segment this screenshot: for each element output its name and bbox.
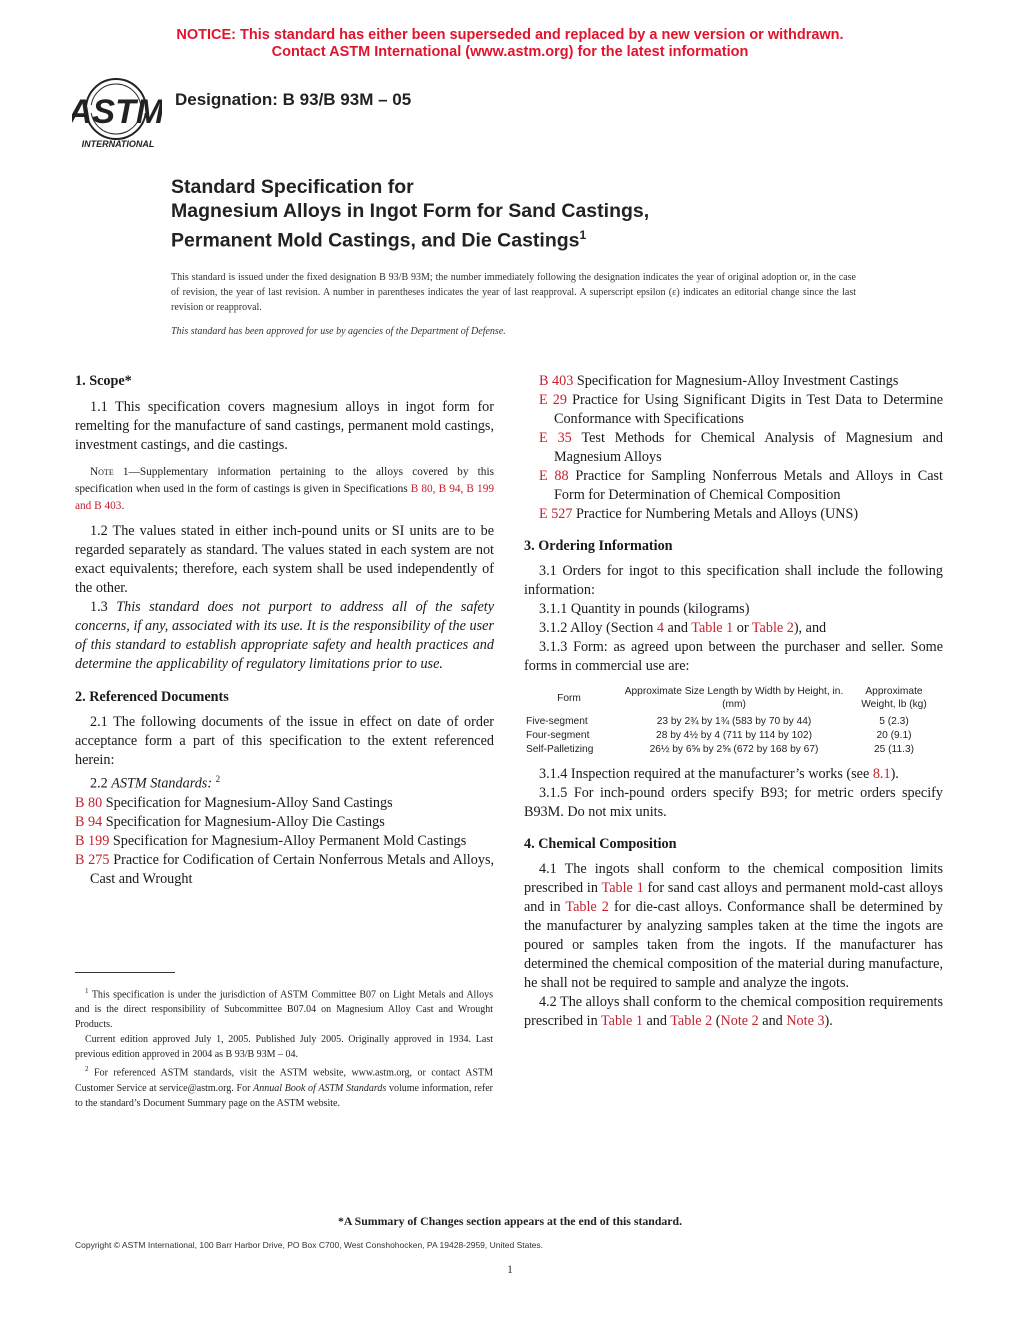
right-column xyxy=(524,372,943,1031)
section-2-heading: 2. Referenced Documents xyxy=(75,689,229,705)
table-row xyxy=(524,715,934,729)
link-table-2[interactable]: Table 2 xyxy=(565,899,609,915)
reference-item: B 80 Specification for Magnesium-Alloy Sand Castings xyxy=(75,794,393,811)
table-cell: 23 by 2¾ by 1¾ (583 by 70 by 44) xyxy=(656,716,812,727)
astm-logo xyxy=(72,75,162,155)
reference-item: E 29 Practice for Using Significant Digits in Test Data to Determine Conformance with Specifications xyxy=(539,392,943,427)
note-1-refs[interactable]: B 80, B 94, B 199 and B 403 xyxy=(75,483,494,512)
reference-code[interactable]: E 35 xyxy=(539,430,572,446)
reference-list-right xyxy=(524,372,943,524)
table-row xyxy=(524,743,934,757)
para-3-1-5: 3.1.5 For inch-pound orders specify B93; for metric orders specify B93M. Do not mix units. xyxy=(524,785,943,820)
reference-code[interactable]: E 88 xyxy=(539,468,569,484)
table-cell: Four-segment xyxy=(526,730,590,741)
notice-line-1: NOTICE: This standard has either been superseded and replaced by a new version or withdrawn. xyxy=(176,27,844,43)
link-table-2[interactable]: Table 2 xyxy=(751,620,794,636)
reference-code[interactable]: B 403 xyxy=(539,373,574,389)
footnote-1: $^1$ This specification is under the jurisdiction of ASTM Committee B07 on Light Metals and Alloys and is the direct responsibility of Subcommittee B07.04 on Magnesium Alloy Cast and Wrought Products. xyxy=(75,987,493,1031)
title-line-2: Magnesium Alloys in Ingot Form for Sand Castings, xyxy=(171,200,650,222)
section-4-heading: 4. Chemical Composition xyxy=(524,836,677,852)
issue-statement: This standard is issued under the fixed designation B 93/B 93M; the number immediately following the designation indicates the year of original adoption or, in the case of revision, the year of last revision. A number in parentheses indicates the year of last reapproval. A superscript epsilon (ε) indicates an editorial change since the last revision or reapproval. xyxy=(171,272,856,313)
designation: Designation: B 93/B 93M – 05 xyxy=(175,90,412,109)
logo-letters: ASTM xyxy=(72,93,162,131)
section-3-heading: 3. Ordering Information xyxy=(524,538,673,554)
reference-item: E 527 Practice for Numbering Metals and Alloys (UNS) xyxy=(539,506,859,522)
para-3-1-3: 3.1.3 Form: as agreed upon between the purchaser and seller. Some forms in commercial use are: xyxy=(524,639,943,674)
table-header: Approximate Weight, lb (kg) xyxy=(861,686,927,710)
reference-item: E 35 Test Methods for Chemical Analysis of Magnesium and Magnesium Alloys xyxy=(539,430,944,465)
link-section-8-1[interactable]: 8.1 xyxy=(872,766,891,782)
summary-of-changes-notice: *A Summary of Changes section appears at the end of this standard. xyxy=(337,1214,683,1228)
title-line-3: Permanent Mold Castings, and Die Castings$^1$ xyxy=(171,228,587,252)
table-cell: Five-segment xyxy=(526,716,588,727)
para-1-1: 1.1 This specification covers magnesium alloys in ingot form for remelting for the manufacture of sand castings, permanent mold castings, investment castings, and die castings. xyxy=(75,399,494,453)
table-header: Approximate Size Length by Width by Height, in. (mm) xyxy=(624,686,844,710)
para-1-2: 1.2 The values stated in either inch-pound units or SI units are to be regarded separately as standard. The values stated in each system are not exact equivalents; therefore, each system shall be used independently of the other. xyxy=(75,523,494,596)
link-note-3[interactable]: Note 3 xyxy=(786,1013,825,1029)
footnote-1-edition: Current edition approved July 1, 2005. Published July 2005. Originally approved in 1934. Last previous edition approved in 2004 as B 93/B 93M – 04. xyxy=(75,1034,493,1061)
document-title xyxy=(171,175,891,253)
table-cell: Self-Palletizing xyxy=(526,744,594,755)
reference-item: B 94 Specification for Magnesium-Alloy Die Castings xyxy=(75,813,385,830)
para-3-1: 3.1 Orders for ingot to this specification shall include the following information: xyxy=(524,563,943,598)
link-table-1[interactable]: Table 1 xyxy=(691,620,734,636)
table-cell: 28 by 4½ by 4 (711 by 114 by 102) xyxy=(656,730,812,741)
table-cell: 20 (9.1) xyxy=(876,730,912,741)
link-table-2[interactable]: Table 2 xyxy=(670,1013,713,1029)
para-3-1-2: 3.1.2 Alloy (Section 4 and Table 1 or Table 2), and xyxy=(539,620,827,636)
link-table-1[interactable]: Table 1 xyxy=(600,1013,643,1029)
left-column xyxy=(75,372,494,889)
para-3-1-4: 3.1.4 Inspection required at the manufacturer’s works (see 8.1). xyxy=(539,766,899,782)
title-footnote-mark: 1 xyxy=(579,228,587,242)
section-1-heading: 1. Scope* xyxy=(75,373,132,389)
table-header: Form xyxy=(557,692,581,704)
link-note-2[interactable]: Note 2 xyxy=(720,1013,759,1029)
table-header-row xyxy=(524,685,934,715)
page-number: 1 xyxy=(507,1262,513,1276)
withdrawal-notice xyxy=(0,27,1020,61)
reference-code[interactable]: B 199 xyxy=(75,832,110,849)
para-2-1: 2.1 The following documents of the issue in effect on date of order acceptance form a part of this specification to the extent referenced herein: xyxy=(75,714,494,768)
reference-list-left xyxy=(75,794,494,889)
reference-code[interactable]: B 275 xyxy=(75,851,110,868)
para-3-1-1: 3.1.1 Quantity in pounds (kilograms) xyxy=(539,601,750,617)
title-line-1: Standard Specification for xyxy=(171,176,414,198)
copyright-line: Copyright © ASTM International, 100 Barr Harbor Drive, PO Box C700, West Conshohocken, PA 19428-2959, United States. xyxy=(75,1240,544,1250)
link-section-4[interactable]: 4 xyxy=(656,620,664,636)
reference-code[interactable]: B 94 xyxy=(75,813,103,830)
ingot-forms-table xyxy=(524,685,934,757)
link-table-1[interactable]: Table 1 xyxy=(601,880,644,896)
reference-item: E 88 Practice for Sampling Nonferrous Metals and Alloys in Cast Form for Determination of Chemical Composition xyxy=(539,468,943,503)
reference-item: B 275 Practice for Codification of Certain Nonferrous Metals and Alloys, Cast and Wrought xyxy=(75,851,495,887)
notice-line-2: Contact ASTM International (www.astm.org) for the latest information xyxy=(271,44,749,60)
reference-code[interactable]: E 527 xyxy=(539,506,573,522)
reference-code[interactable]: B 80 xyxy=(75,794,103,811)
astm-logo-mark xyxy=(72,75,162,155)
logo-caption: INTERNATIONAL xyxy=(81,139,155,149)
table-cell: 5 (2.3) xyxy=(879,716,909,727)
reference-item: B 403 Specification for Magnesium-Alloy Investment Castings xyxy=(539,373,899,389)
reference-code[interactable]: E 29 xyxy=(539,392,567,408)
reference-item: B 199 Specification for Magnesium-Alloy Permanent Mold Castings xyxy=(75,832,467,849)
footnote-divider xyxy=(75,972,175,973)
para-4-1: 4.1 The ingots shall conform to the chemical composition limits prescribed in Table 1 for sand cast alloys and permanent mold-cast alloys and in Table 2 for die-cast alloys. Conformance shall be determined by the manufacturer by analyzing samples taken at the time the ingots are poured or samples taken from the ingots. If the manufacturer has determined the chemical composition of the material during manufacture, he shall not be required to sample and analyze the ingots. xyxy=(524,861,944,991)
para-4-2: 4.2 The alloys shall conform to the chemical composition requirements prescribed in Table 1 and Table 2 (Note 2 and Note 3). xyxy=(524,994,943,1029)
note-1: Note 1—Supplementary information pertaining to the alloys covered by this specification when used in the form of castings is given in Specifications B 80, B 94, B 199 and B 403. xyxy=(75,466,494,512)
para-2-2: 2.2 ASTM Standards: $^2$ xyxy=(90,774,221,792)
para-1-3: 1.3 This standard does not purport to address all of the safety concerns, if any, associated with its use. It is the responsibility of the user of this standard to establish appropriate safety and health practices and determine the applicability of regulatory limitations prior to use. xyxy=(75,599,494,672)
footnotes xyxy=(75,984,493,1111)
table-row xyxy=(524,729,934,743)
dod-approval-statement: This standard has been approved for use by agencies of the Department of Defense. xyxy=(171,326,506,337)
table-cell: 26½ by 6⅝ by 2⅝ (672 by 168 by 67) xyxy=(649,744,819,755)
footnote-2: $^2$ For referenced ASTM standards, visit the ASTM website, www.astm.org, or contact ASTM Customer Service at service@astm.org. For Annual Book of ASTM Standards volume information, refer to the standard’s Document Summary page on the ASTM website. xyxy=(75,1065,494,1109)
table-cell: 25 (11.3) xyxy=(873,744,915,755)
